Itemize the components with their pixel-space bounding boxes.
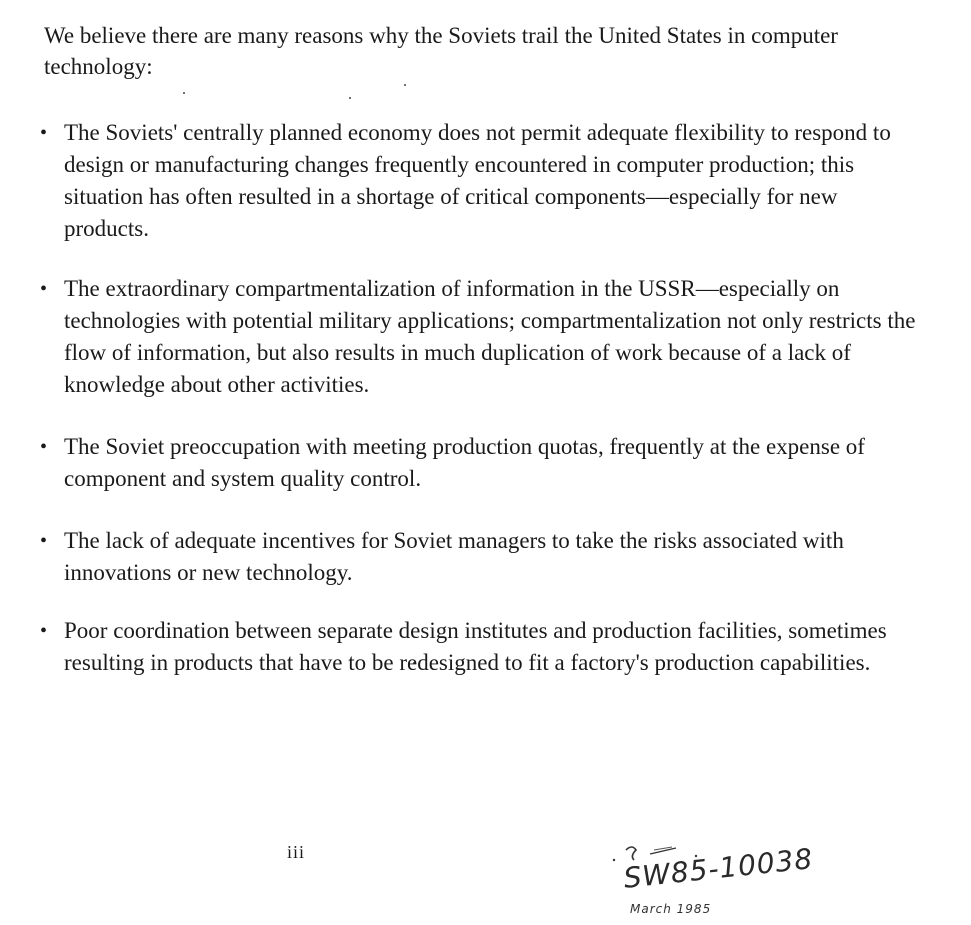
bullet-icon: • <box>40 122 48 144</box>
list-item <box>38 431 918 495</box>
list-item-text: The lack of adequate incentives for Soviet managers to take the risks associated with innovations or new technology. <box>64 528 844 585</box>
bullet-icon: • <box>40 530 48 552</box>
list-item <box>38 117 918 245</box>
bullet-icon: • <box>40 436 48 458</box>
scan-speck <box>349 97 351 99</box>
list-item-text: The extraordinary compartmentalization of information in the USSR—especially on technologies with potential military applications; compartmentalization not only restricts the flow of information, but also results in much duplication of work because of a lack of knowledge about other activities. <box>64 276 916 397</box>
bullet-icon: • <box>40 620 48 642</box>
document-code: SW85-10038 <box>622 842 815 895</box>
list-item-text: Poor coordination between separate design institutes and production facilities, sometimes resulting in products that have to be redesigned to fit a factory's production capabilities. <box>64 618 887 675</box>
list-item <box>38 525 918 589</box>
reasons-list <box>38 117 918 679</box>
list-item-text: The Soviets' centrally planned economy does not permit adequate flexibility to respond to design or manufacturing changes frequently encountered in computer production; this situation has often resulted in a shortage of critical components—especially for new products. <box>64 120 891 241</box>
list-item <box>38 273 918 401</box>
scan-speck <box>183 92 185 94</box>
bullet-icon: • <box>40 278 48 300</box>
page-number: iii <box>287 842 306 862</box>
list-item-text: The Soviet preoccupation with meeting production quotas, frequently at the expense of component and system quality control. <box>64 434 865 491</box>
intro-paragraph: We believe there are many reasons why the Soviets trail the United States in computer technology: <box>44 23 838 79</box>
document-date: March 1985 <box>630 902 712 916</box>
scan-speck <box>404 84 406 86</box>
list-item <box>38 615 918 679</box>
